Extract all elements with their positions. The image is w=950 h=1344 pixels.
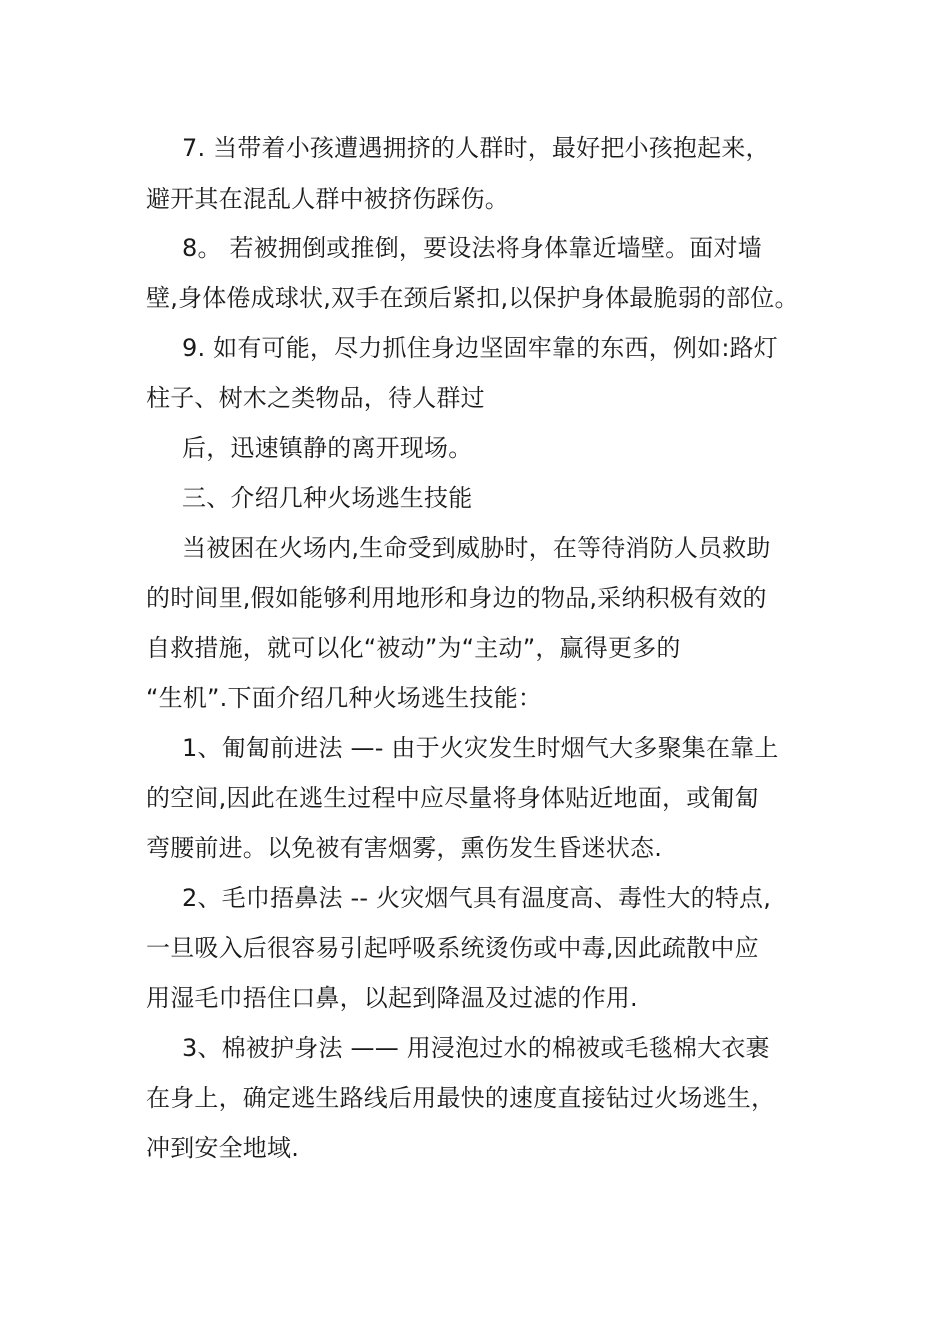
- intro-line-2: 的时间里,假如能够利用地形和身边的物品,采纳积极有效的: [146, 584, 767, 612]
- intro-line-1: 当被困在火场内,生命受到威胁时，在等待消防人员救助: [182, 534, 771, 562]
- method-2-line-2: 一旦吸入后很容易引起呼吸系统烫伤或中毒,因此疏散中应: [146, 934, 759, 962]
- method-1-line-1: 1、匍匐前进法 —- 由于火灾发生时烟气大多聚集在靠上: [182, 734, 779, 762]
- method-1-line-2: 的空间,因此在逃生过程中应尽量将身体贴近地面，或匍匐: [146, 784, 759, 812]
- paragraph-8-line-1: 8。 若被拥倒或推倒，要设法将身体靠近墙壁。面对墙: [182, 234, 762, 262]
- intro-line-4: “生机”.下面介绍几种火场逃生技能：: [146, 684, 543, 712]
- method-1-line-3: 弯腰前进。以免被有害烟雾，熏伤发生昏迷状态.: [146, 834, 663, 862]
- method-2-line-1: 2、毛巾捂鼻法 -- 火灾烟气具有温度高、毒性大的特点,: [182, 884, 772, 912]
- intro-line-3: 自救措施，就可以化“被动”为“主动”，赢得更多的: [146, 634, 681, 662]
- section-heading: 三、介绍几种火场逃生技能: [182, 484, 473, 512]
- method-3-line-2: 在身上，确定逃生路线后用最快的速度直接钻过火场逃生，: [146, 1084, 776, 1112]
- method-2-line-3: 用湿毛巾捂住口鼻，以起到降温及过滤的作用.: [146, 984, 638, 1012]
- paragraph-7-line-1: 7. 当带着小孩遭遇拥挤的人群时，最好把小孩抱起来，: [182, 134, 770, 162]
- paragraph-9-line-1: 9. 如有可能，尽力抓住身边坚固牢靠的东西，例如:路灯: [182, 334, 779, 362]
- method-3-line-3: 冲到安全地域.: [146, 1134, 300, 1162]
- paragraph-9-line-3: 后，迅速镇静的离开现场。: [182, 434, 473, 462]
- paragraph-7-line-2: 避开其在混乱人群中被挤伤踩伤。: [146, 185, 509, 213]
- method-3-line-1: 3、棉被护身法 —— 用浸泡过水的棉被或毛毯棉大衣裹: [182, 1034, 770, 1062]
- paragraph-9-line-2: 柱子、树木之类物品，待人群过: [146, 384, 485, 412]
- paragraph-8-line-2: 壁,身体倦成球状,双手在颈后紧扣,以保护身体最脆弱的部位。: [146, 284, 799, 312]
